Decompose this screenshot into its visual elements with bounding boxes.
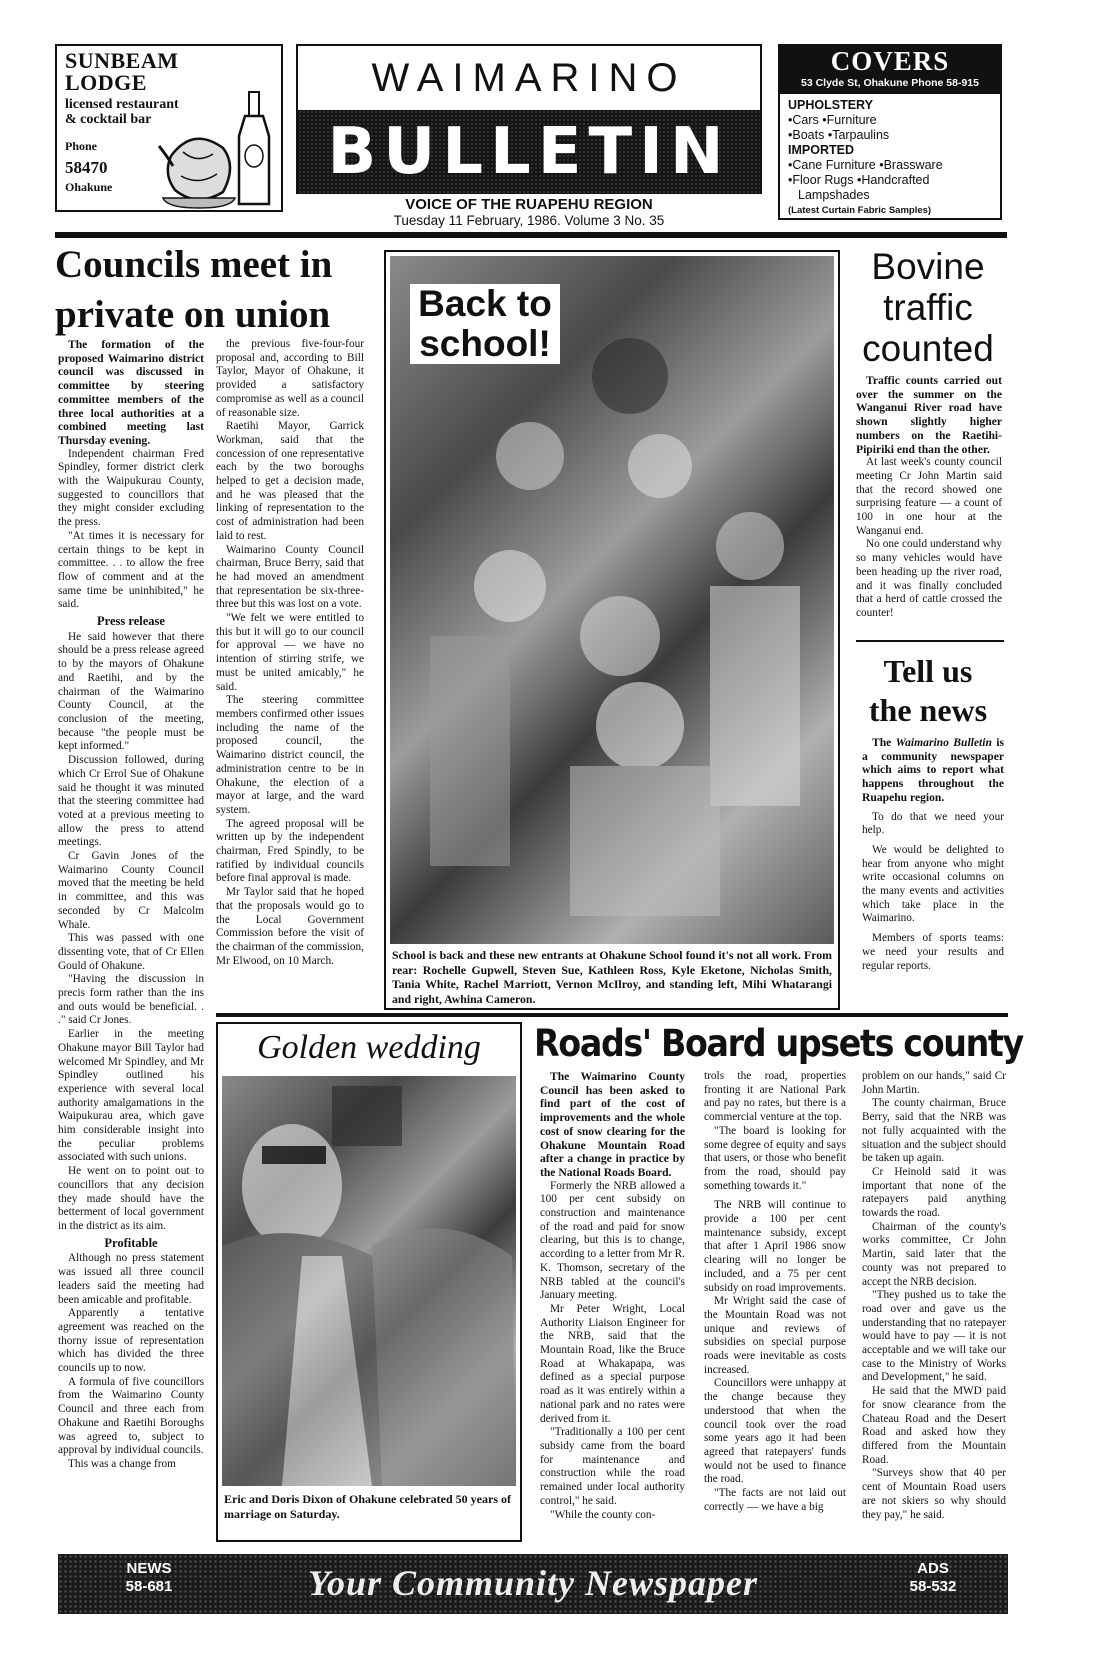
covers-ad-header [780, 46, 1000, 94]
covers-line5: •Cane Furniture •Brassware [788, 158, 943, 172]
roads-para: "They pushed us to take the road over and gave us the understanding that no ratepayer would have to pay — it is not acceptable and we will take our case to the Ministry of Works and Development," he said. [862, 1289, 1006, 1384]
bovine-headline-line3: counted [862, 328, 994, 369]
councils-para: The steering committee members confirmed other issues including the name of the proposed council, the Waimarino district council, the administration centre to be in Ohakune, the election of a mayor at large, and the ward system. [216, 694, 364, 816]
councils-para: This was passed with one dissenting vote, that of Cr Ellen Gould of Ohakune. [58, 932, 204, 972]
sunbeam-tagline2: & cocktail bar [65, 112, 152, 127]
footer-slogan: Your Community Newspaper [307, 1563, 759, 1603]
covers-line4: IMPORTED [788, 143, 854, 157]
roads-para: trols the road, properties fronting it are National Park and pay no rates, but there is a commercial venture at the top. [704, 1070, 846, 1124]
bovine-headline-line1: Bovine [871, 246, 985, 287]
sunbeam-phone: 58470 [65, 158, 108, 177]
bovine-body [856, 374, 1002, 636]
covers-line7: Lampshades [798, 188, 870, 202]
golden-wedding-caption: Eric and Doris Dixon of Ohakune celebrated 50 years of marriage on Saturday. [224, 1492, 511, 1521]
footer-ads-phone: 58-532 [909, 1578, 957, 1595]
footer-news [104, 1560, 194, 1596]
roads-para: problem on our hands," said Cr John Martin. [862, 1070, 1006, 1096]
mid-page-rule [216, 1013, 1008, 1017]
councils-subhead-press: Press release [97, 614, 165, 629]
tellus-body [862, 736, 1004, 998]
back-to-school-overlay [410, 284, 560, 364]
councils-headline [55, 240, 375, 340]
councils-para: "At times it is necessary for certain things to be kept in committee. . . to allow the free flow of comment and at the same time be uninhibited," he said. [58, 529, 204, 611]
roads-para: Mr Wright said the case of the Mountain Road was not unique and reviews of subsidies on special purpose roads were inevitable as costs increased. [704, 1295, 846, 1376]
couple-illustration [222, 1076, 516, 1486]
councils-para: A formula of five councillors from the Waimarino County Council and three each from Ohakune and Raetihi Boroughs was agreed to, subject to approval by individual councils. [58, 1375, 204, 1457]
tellus-lead-b: is a community newspaper which aims to report what happens throughout the Ruapehu region. [862, 736, 1004, 804]
roads-para: Formerly the NRB allowed a 100 per cent subsidy on construction and maintenance of the road and paid for snow clearing, but this is to change, according to a letter from Mr R. K. Thomson, secretary of the NRB tabled at the council's January meeting. [540, 1179, 685, 1302]
councils-para: Cr Gavin Jones of the Waimarino County Council moved that the meeting be held in committee, and this was seconded by Cr Malcolm Whale. [58, 850, 204, 931]
tellus-para: Members of sports teams: we need your results and regular reports. [862, 932, 1004, 972]
roads-para: He said that the MWD paid for snow clearance from the Chateau Road and the Desert Road and asked how they differed from the Mountain Road. [862, 1385, 1006, 1466]
tellus-headline-line1: Tell us [883, 653, 973, 689]
golden-wedding-headline: Golden wedding [257, 1029, 481, 1066]
tellus-lead [862, 736, 1004, 805]
golden-wedding-box [216, 1022, 522, 1542]
councils-lead: The formation of the proposed Waimarino district council was discussed in committee by steering committee members of the three local authorities at a combined meeting last Thursday evening. [58, 338, 204, 447]
school-children-photo [390, 256, 834, 944]
sunbeam-tagline1: licensed restaurant [65, 97, 179, 112]
masthead-slogan: VOICE OF THE RUAPEHU REGION [405, 196, 653, 213]
masthead-title-block [296, 44, 762, 194]
roads-para: The NRB will continue to provide a 100 per cent maintenance subsidy, except that after 1 April 1986 snow clearing will no longer be included, and a 75 per cent subsidy on road improvements. [704, 1199, 846, 1294]
roads-para: The county chairman, Bruce Berry, said that the NRB was not fully acquainted with the situation and the subject should be taken up again. [862, 1097, 1006, 1165]
footer-ads [888, 1560, 978, 1596]
tellus-lead-a: The [872, 736, 892, 749]
tellus-headline-line2: the news [868, 692, 988, 728]
masthead-dateline: Tuesday 11 February, 1986. Volume 3 No. 35 [393, 213, 665, 228]
sunbeam-phone-label: Phone [65, 139, 98, 153]
roads-para: Councillors were unhappy at the change because they understood that when the council took over the road some years ago it had been agreed that ratepayers' funds would not be used to finance the road. [704, 1377, 846, 1486]
councils-para: "Having the discussion in precis form rather than the ins and outs would be beneficial. . ." said Cr Jones. [58, 973, 204, 1027]
councils-para: The agreed proposal will be written up by the independent chairman, Fred Spindly, to be ratified by individual councils before final approval is made. [216, 817, 364, 885]
tellus-headline [848, 652, 1008, 730]
councils-para: Mr Taylor said that he hoped that the proposals would go to the Local Government Commission before the visit of the chairman of the commission, Mr Elwood, on 10 March. [216, 886, 364, 967]
roads-col1 [540, 1070, 685, 1548]
golden-wedding-photo [222, 1076, 516, 1486]
roads-col2 [704, 1070, 846, 1548]
covers-line6: •Floor Rugs •Handcrafted [788, 173, 930, 187]
councils-headline-line2: private on union [55, 293, 331, 336]
councils-subhead-profitable: Profitable [104, 1235, 158, 1250]
councils-para: "We felt we were entitled to this but it will go to our council for approval — we have no intention of stirring strife, we must be united amicably," he said. [216, 612, 364, 693]
roads-headline: Roads' Board upsets county [534, 1022, 1023, 1065]
masthead-title-top: WAIMARINO [371, 56, 687, 100]
masthead-title-main [298, 110, 760, 194]
roads-para: "The facts are not laid out correctly — we have a big [704, 1487, 846, 1513]
councils-para: Apparently a tentative agreement was reached on the thorny issue of representation which has divided the three councils up to now. [58, 1307, 204, 1375]
covers-line2: •Cars •Furniture [788, 113, 877, 127]
bovine-divider [856, 640, 1004, 642]
roads-col3 [862, 1070, 1006, 1548]
councils-para: Waimarino County Council chairman, Bruce Berry, said that he had moved an amendment that representation be six-three-three but this was lost on a vote. [216, 543, 364, 611]
covers-ad [778, 44, 1002, 220]
bovine-para: No one could understand why so many vehicles would have been heading up the river road, and it was finally concluded that a herd of cattle crossed the counter! [856, 538, 1002, 619]
tellus-lead-paper: Waimarino Bulletin [895, 736, 992, 749]
sunbeam-lodge-ad [55, 44, 283, 212]
school-photo-caption: School is back and these new entrants at Ohakune School found it's not all work. From rear: Rochelle Gupwell, Steven Sue, Kathleen Ross, Kyle Eketone, Nicholas Smith, Tania White, Rachel Marriott, Vernon McIlroy, and standing left, Mihi Whatarangi and right, Awhina Cameron. [392, 948, 832, 1006]
roads-para: Mr Peter Wright, Local Authority Liaison Engineer for the NRB, said that the Mountain Road, like the Bruce Road at Whakapapa, was defined as a special purpose road as it was entirely within a national park and no rates were derived from it. [540, 1302, 685, 1425]
school-photo-box [384, 250, 840, 1010]
bovine-headline-line2: traffic [883, 287, 973, 328]
bovine-headline [848, 246, 1008, 369]
footer-news-label: NEWS [126, 1560, 172, 1577]
roads-para: "The board is looking for some degree of equity and says that users, or those who benefit from the road, should pay something towards it." [704, 1124, 846, 1192]
masthead-title-main-text: BULLETIN [327, 115, 731, 189]
councils-para: Raetihi Mayor, Garrick Workman, said that the concession of one representative each by the two boroughs helped to get a decision made, and he was pleased that the linking of representation to the cost of administration had been laid to rest. [216, 420, 364, 542]
bovine-para: At last week's county council meeting Cr John Martin said that the record showed one surprising feature — a count of 100 in one hour at the Wanganui end. [856, 456, 1002, 537]
bottle-and-teapot-icon [153, 86, 281, 210]
councils-para: This was a change from [68, 1457, 176, 1470]
footer-band [58, 1554, 1008, 1614]
covers-line8: (Latest Curtain Fabric Samples) [788, 205, 932, 216]
councils-para: He said however that there should be a press release agreed to by the mayors of Ohakune and Raetihi, and by the chairman of the Waimarino County Council, at the conclusion of the meeting, because "the people must be kept informed." [58, 630, 204, 753]
bovine-lead: Traffic counts carried out over the summer on the Wanganui River road have shown slightly higher numbers on the Raetihi-Pipiriki end than the other. [856, 374, 1002, 456]
roads-lead: The Waimarino County Council has been asked to find part of the cost of improvements and the whole cost of snow clearing for the Ohakune Mountain Road after a change in practice by the National Roads Board. [540, 1070, 685, 1179]
roads-para: "Surveys show that 40 per cent of Mountain Road users are not skiers so why should they pay," he said. [862, 1467, 1006, 1521]
roads-para: Cr Heinold said it was important that none of the ratepayers paid anything towards the road. [862, 1165, 1006, 1220]
councils-para: He went on to point out to councillors that any decision they made should have the betterment of local government in the district as its aim. [58, 1165, 204, 1232]
councils-para: Earlier in the meeting Ohakune mayor Bill Taylor had welcomed Mr Spindley, and Mr Spindley outlined his experience with several local authority amalgamations in the Waipukurau area, which gave him considerable insight into the peculiar problems associated with such unions. [58, 1028, 204, 1164]
sunbeam-name-line1: SUNBEAM [65, 48, 179, 73]
councils-para: Independent chairman Fred Spindley, former district clerk with the Waipukurau County, suggested to councillors that they might consider excluding the press. [58, 447, 204, 529]
sunbeam-town: Ohakune [65, 180, 113, 194]
councils-para: the previous five-four-four proposal and, according to Bill Taylor, Mayor of Ohakune, it provided a satisfactory compromise as well as a council of reasonable size. [216, 338, 364, 419]
roads-para: "Traditionally a 100 per cent subsidy came from the board for maintenance and construction while the road remained under local authority control," he said. [540, 1426, 685, 1507]
sunbeam-name-line2: LODGE [65, 70, 147, 95]
covers-address: 53 Clyde St, Ohakune Phone 58-915 [801, 77, 979, 89]
councils-para: Discussion followed, during which Cr Errol Sue of Ohakune said he thought it was minuted that the steering committee had voted at a previous meeting to allow the press to attend meetings. [58, 754, 204, 849]
footer-ads-label: ADS [917, 1560, 949, 1577]
councils-col1 [58, 338, 204, 1548]
roads-para: "While the county con- [550, 1508, 656, 1521]
tellus-para: We would be delighted to hear from anyone who might write occasional columns on the many events and activities which take place in the Waimarino. [862, 843, 1004, 925]
masthead-rule [55, 232, 1007, 238]
overlay-line1: Back to [418, 283, 552, 324]
roads-para: Chairman of the county's works committee, Cr John Martin, said later that the county was not prepared to accept the NRB decision. [862, 1220, 1006, 1288]
councils-col2 [216, 338, 364, 1018]
footer-news-phone: 58-681 [125, 1578, 173, 1595]
covers-line3: •Boats •Tarpaulins [788, 128, 890, 142]
tellus-para: To do that we need your help. [862, 810, 1004, 837]
councils-para: Although no press statement was issued all three council leaders said the meeting had been amicable and profitable. [58, 1252, 204, 1306]
covers-name: COVERS [830, 46, 950, 76]
councils-headline-line1: Councils meet in [55, 243, 333, 286]
covers-line1: UPHOLSTERY [788, 98, 873, 112]
overlay-line2: school! [419, 323, 551, 364]
